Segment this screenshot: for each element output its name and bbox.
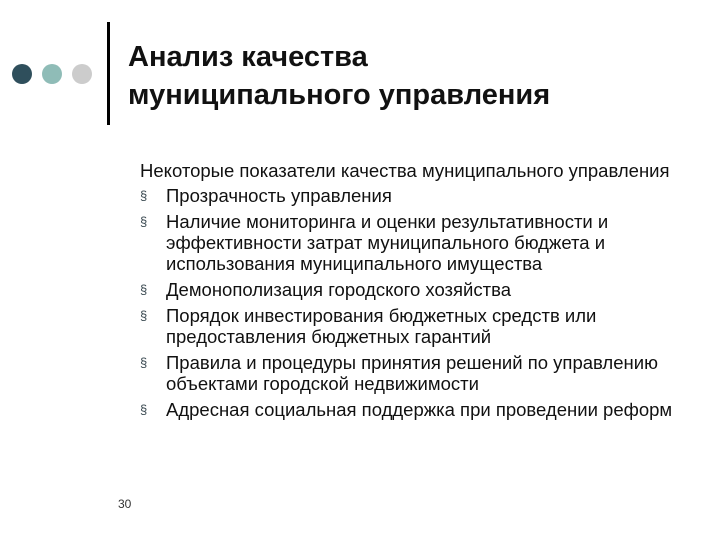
bullet-marker-icon: § <box>140 402 148 417</box>
slide-title-line-1: Анализ качества <box>128 41 368 73</box>
bullet-item <box>140 185 680 206</box>
slide-number: 30 <box>118 497 132 511</box>
bullet-marker-icon: § <box>140 355 148 370</box>
bullet-text: Правила и процедуры принятия решений по управлению объектами городской недвижимости <box>166 352 658 394</box>
bullet-text: Прозрачность управления <box>166 185 392 206</box>
intro-text: Некоторые показатели качества муниципального управления <box>140 160 670 181</box>
slide-title <box>128 38 688 114</box>
bullet-item <box>140 211 680 274</box>
bullet-item <box>140 399 680 420</box>
decorative-dot-dark <box>12 64 32 84</box>
slide-body <box>140 160 680 425</box>
title-divider <box>107 22 110 125</box>
bullet-marker-icon: § <box>140 282 148 297</box>
bullet-text: Демонополизация городского хозяйства <box>166 279 512 300</box>
bullet-marker-icon: § <box>140 214 148 229</box>
bullet-list <box>140 185 680 420</box>
bullet-item <box>140 305 680 347</box>
bullet-text: Наличие мониторинга и оценки результативности и эффективности затрат муниципального бюджета и использования муниципального имущества <box>166 211 609 274</box>
bullet-marker-icon: § <box>140 308 148 323</box>
slide-title-line-2: муниципального управления <box>128 79 551 111</box>
bullet-item <box>140 279 680 300</box>
bullet-marker-icon: § <box>140 188 148 203</box>
decorative-dot-light <box>72 64 92 84</box>
bullet-text: Адресная социальная поддержка при проведении реформ <box>166 399 673 420</box>
decorative-dot-mid <box>42 64 62 84</box>
bullet-text: Порядок инвестирования бюджетных средств или предоставления бюджетных гарантий <box>166 305 597 347</box>
bullet-item <box>140 352 680 394</box>
